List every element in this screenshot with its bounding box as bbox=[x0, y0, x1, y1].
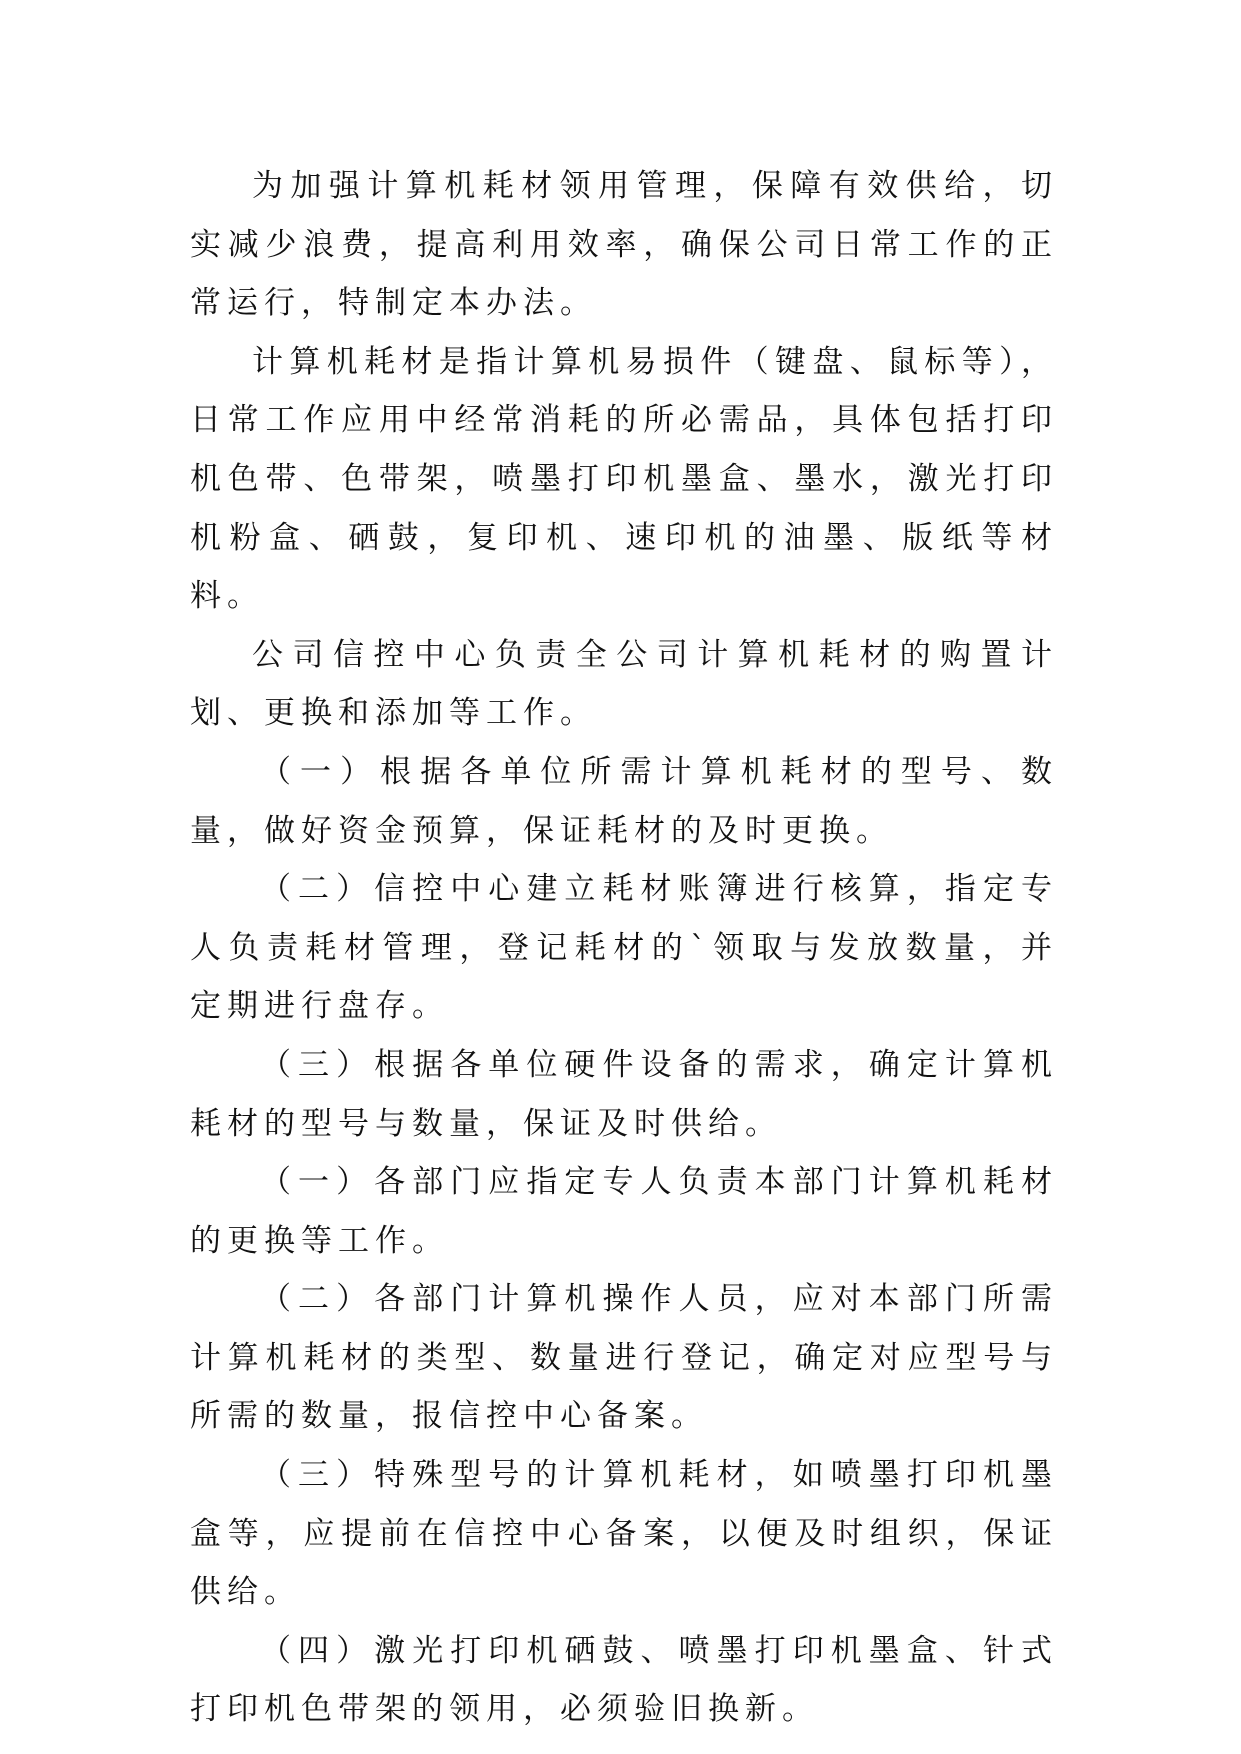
paragraph-definition: 计算机耗材是指计算机易损件（键盘、鼠标等），日常工作应用中经常消耗的所必需品，具体包括打印机色带、色带架，喷墨打印机墨盒、墨水，激光打印机粉盒、硒鼓，复印机、速印机的油墨、版纸等材料。 bbox=[190, 343, 1058, 615]
paragraph-intro: 为加强计算机耗材领用管理，保障有效供给，切实减少浪费，提高利用效率，确保公司日常工作的正常运行，特制定本办法。 bbox=[190, 168, 1058, 322]
paragraph-department-item-2: （二）各部门计算机操作人员，应对本部门所需计算机耗材的类型、数量进行登记，确定对应型号与所需的数量，报信控中心备案。 bbox=[190, 1281, 1058, 1435]
paragraph-department-item-4: （四）激光打印机硒鼓、喷墨打印机墨盒、针式打印机色带架的领用，必须验旧换新。 bbox=[190, 1632, 1058, 1728]
paragraph-responsibility: 公司信控中心负责全公司计算机耗材的购置计划、更换和添加等工作。 bbox=[190, 636, 1058, 732]
document-body bbox=[190, 157, 1058, 1739]
paragraph-center-item-3: （三）根据各单位硬件设备的需求，确定计算机耗材的型号与数量，保证及时供给。 bbox=[190, 1046, 1058, 1142]
paragraph-department-item-1: （一）各部门应指定专人负责本部门计算机耗材的更换等工作。 bbox=[190, 1164, 1058, 1259]
paragraph-center-item-2: （二）信控中心建立耗材账簿进行核算，指定专人负责耗材管理，登记耗材的`领取与发放数量，并定期进行盘存。 bbox=[190, 871, 1058, 1025]
paragraph-center-item-1: （一）根据各单位所需计算机耗材的型号、数量，做好资金预算，保证耗材的及时更换。 bbox=[190, 753, 1058, 849]
paragraph-department-item-3: （三）特殊型号的计算机耗材，如喷墨打印机墨盒等，应提前在信控中心备案，以便及时组织，保证供给。 bbox=[190, 1457, 1058, 1611]
